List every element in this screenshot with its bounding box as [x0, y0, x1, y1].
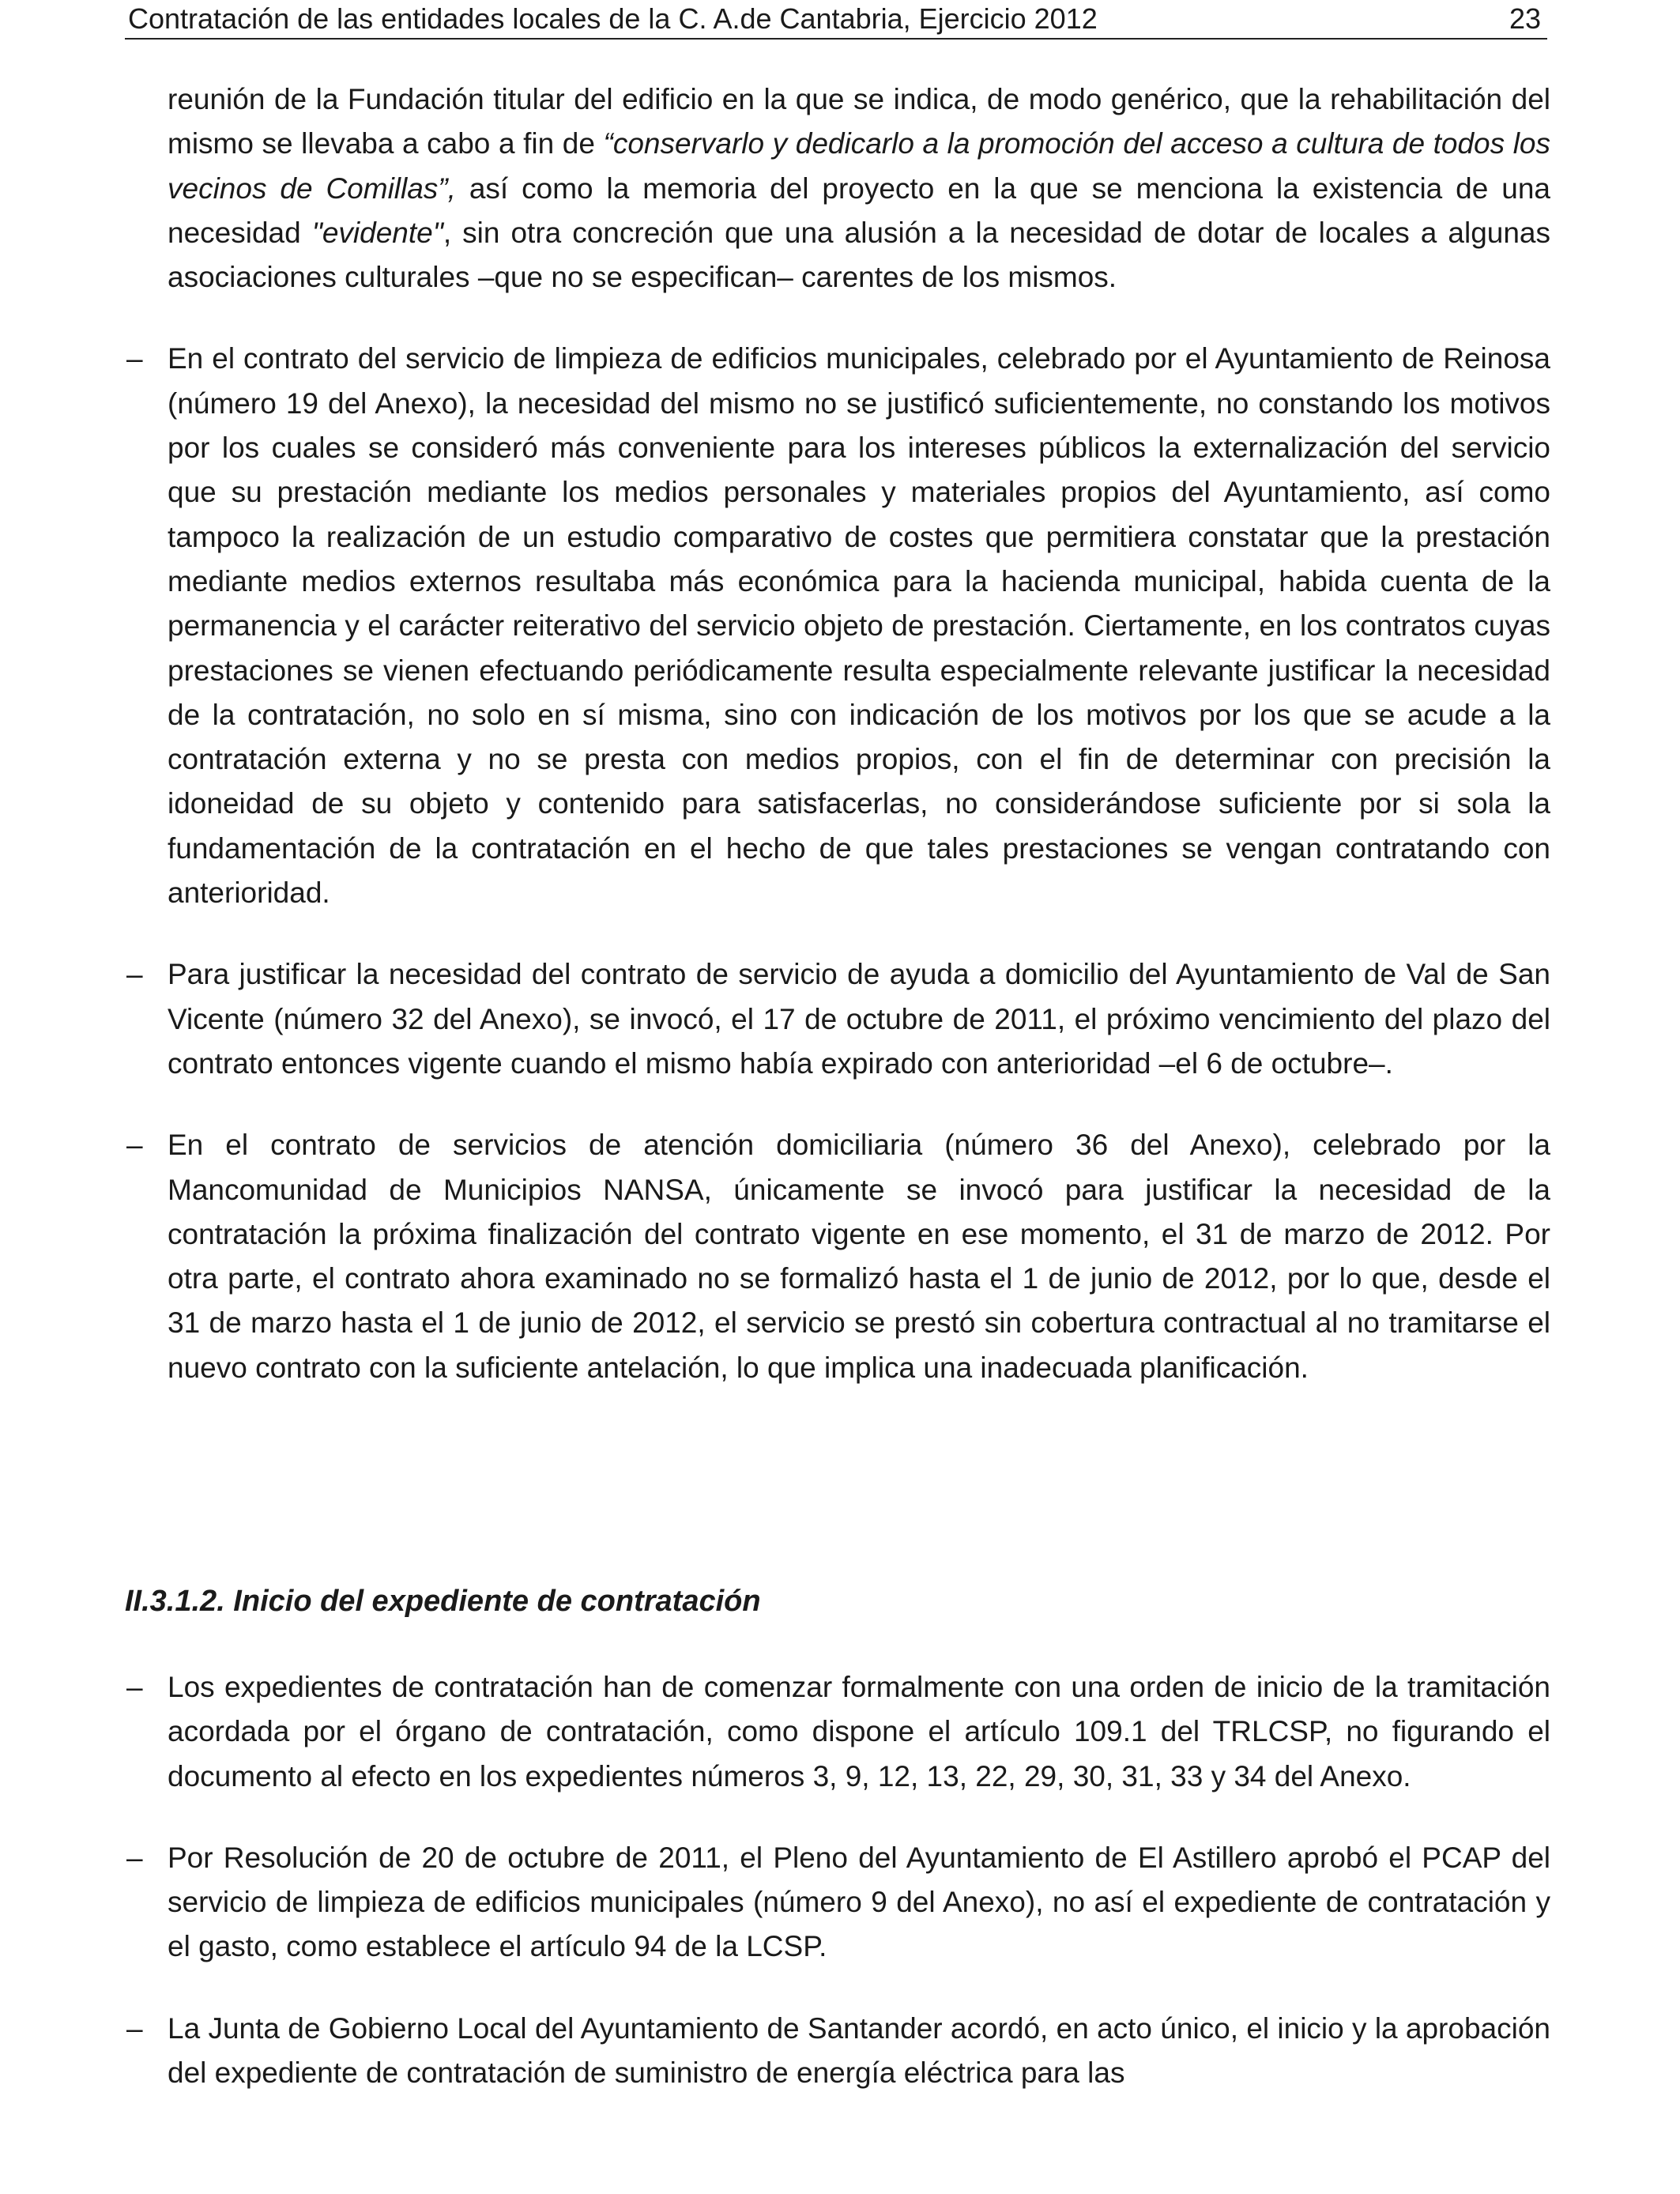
continuation-paragraph — [168, 77, 1550, 300]
bullet-dash: – — [126, 1129, 143, 1162]
paragraph-text: , sin otra concreción que una alusión a la necesidad de dotar de locales a algunas asociaciones culturales –que no se especifican– carentes de los mismos. — [168, 216, 1551, 294]
section-body-1 — [126, 77, 1551, 1390]
paragraph-text: Por Resolución de 20 de octubre de 2011, el Pleno del Ayuntamiento de El Astillero aprobó el PCAP del servicio de limpieza de edificios municipales (número 9 del Anexo), no así el expediente de contratación y el gasto, como establece el artículo 94 de la LCSP. — [168, 1841, 1550, 1963]
section-body-2 — [126, 1665, 1550, 2095]
paragraph-text: En el contrato de servicios de atención domiciliaria (número 36 del Anexo), celebrado por la Mancomunidad de Municipios NANSA, únicamente se invocó para justificar la necesidad de la contratación la próxima finalización del contrato vigente en ese momento, el 31 de marzo de 2012. Por otra parte, el contrato ahora examinado no se formalizó hasta el 1 de junio de 2012, por lo que, desde el 31 de marzo hasta el 1 de junio de 2012, el servicio se prestó sin cobertura contractual al no tramitarse el nuevo contrato con la suficiente antelación, lo que implica una inadecuada planificación. — [168, 1129, 1550, 1384]
paragraph-text: reunión de la Fundación titular del edificio en la que se indica, de modo genérico, que la rehabilitación del mismo se llevaba a cabo a fin de — [168, 83, 1550, 160]
bullet-paragraph — [126, 1123, 1550, 1390]
page-header — [125, 3, 1547, 40]
bullet-paragraph — [126, 337, 1550, 915]
bullet-paragraph — [126, 952, 1550, 1086]
paragraph-text: Para justificar la necesidad del contrato de servicio de ayuda a domicilio del Ayuntamiento de Val de San Vicente (número 32 del Anexo), se invocó, el 17 de octubre de 2011, el próximo vencimiento del plazo del contrato entonces vigente cuando el mismo había expirado con anterioridad –el 6 de octubre–. — [168, 958, 1550, 1080]
header-title: Contratación de las entidades locales de la C. A.de Cantabria, Ejercicio 2012 — [128, 2, 1098, 35]
bullet-dash: – — [126, 958, 143, 991]
bullet-dash: – — [126, 1671, 143, 1703]
page-number: 23 — [1509, 2, 1541, 35]
paragraph-text: así como la memoria del proyecto en la que se menciona la existencia de una necesidad — [168, 172, 1550, 249]
paragraph-text: En el contrato del servicio de limpieza de edificios municipales, celebrado por el Ayuntamiento de Reinosa (número 19 del Anexo), la necesidad del mismo no se justificó suficientemente, no constando los motivos por los cuales se consideró más conveniente para los intereses públicos la externalización del servicio que su prestación mediante los medios personales y materiales propios del Ayuntamiento, así como tampoco la realización de un estudio comparativo de costes que permitiera constatar que la prestación mediante medios externos resultaba más económica para la hacienda municipal, habida cuenta de la permanencia y el carácter reiterativo del servicio objeto de prestación. Ciertamente, en los contratos cuyas prestaciones se vienen efectuando periódicamente resulta especialmente relevante justificar la necesidad de la contratación, no solo en sí misma, sino con indicación de los motivos por los que se acude a la contratación externa y no se presta con medios propios, con el fin de determinar con precisión la idoneidad de su objeto y contenido para satisfacerlas, no considerándose suficiente por si sola la fundamentación de la contratación en el hecho de que tales prestaciones se vengan contratando con anterioridad. — [168, 342, 1550, 910]
bullet-dash: – — [126, 2011, 143, 2045]
section-heading: II.3.1.2. Inicio del expediente de contratación — [125, 1585, 761, 1618]
paragraph-text: La Junta de Gobierno Local del Ayuntamiento de Santander acordó, en acto único, el inicio y la aprobación del expediente de contratación de suministro de energía eléctrica para las — [168, 2011, 1550, 2090]
paragraph-text: Los expedientes de contratación han de comenzar formalmente con una orden de inicio de la tramitación acordada por el órgano de contratación, como dispone el artículo 109.1 del TRLCSP, no figurando el documento al efecto en los expedientes números 3, 9, 12, 13, 22, 29, 30, 31, 33 y 34 del Anexo. — [168, 1671, 1550, 1793]
bullet-dash: – — [126, 1841, 143, 1874]
bullet-dash: – — [126, 342, 143, 375]
bullet-paragraph — [126, 1836, 1550, 1970]
italic-quote: "evidente" — [311, 216, 443, 249]
bullet-paragraph — [126, 2007, 1550, 2096]
bullet-paragraph — [126, 1665, 1550, 1799]
italic-quote: “conservarlo y dedicarlo a la promoción del acceso a cultura de todos los vecinos de Comillas”, — [168, 127, 1550, 205]
